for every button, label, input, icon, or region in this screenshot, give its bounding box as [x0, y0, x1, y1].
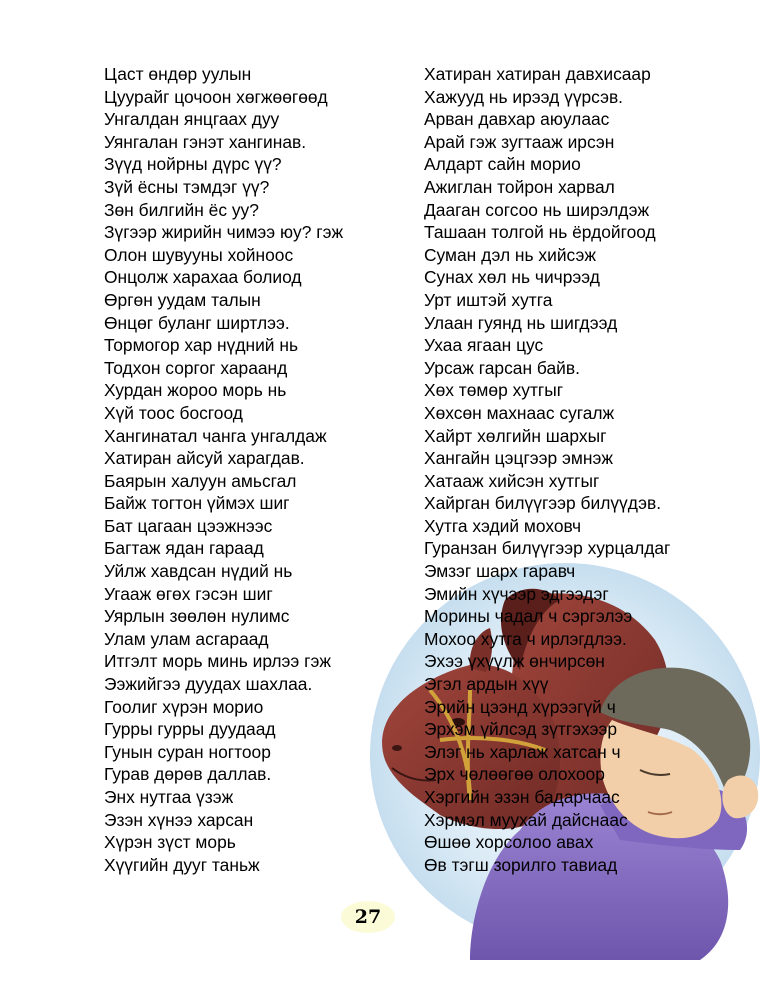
- poem-line: Эмзэг шарх гаравч: [424, 561, 576, 582]
- poem-line: Бат цагаан цээжнээс: [104, 515, 273, 536]
- poem-line: Ээжийгээ дуудах шахлаа.: [104, 674, 313, 695]
- poem-line: Цуурайг цочоон хөгжөөгөөд: [104, 86, 328, 107]
- poem-left-column: [104, 63, 343, 876]
- poem-line: Байж тогтон үймэх шиг: [104, 493, 290, 514]
- poem-line: Урт иштэй хутга: [424, 289, 553, 310]
- poem-line: Алдарт сайн морио: [424, 154, 581, 175]
- poem-line: Өв тэгш зорилго тавиад: [424, 854, 618, 875]
- poem-line: Гуранзан билүүгээр хурцалдаг: [424, 538, 671, 559]
- poem-line: Улаан гуянд нь шигдээд: [424, 312, 618, 333]
- poem-line: Цаст өндөр уулын: [104, 64, 252, 84]
- poem-line: Гурав дөрөв даллав.: [104, 764, 272, 785]
- poem-line: Хэргийн эзэн бадарчаас: [424, 787, 620, 807]
- poem-line: Хангинатал чанга унгалдаж: [104, 425, 327, 446]
- poem-line: Хэрмэл муухай дайснаас: [424, 809, 628, 830]
- poem-line: Хатиран хатиран давхисаар: [424, 64, 651, 84]
- poem-line: Хайрт хөлгийн шархыг: [424, 425, 607, 446]
- poem-line: Зүүд нойрны дүрс үү?: [104, 154, 282, 175]
- page-number: 27: [354, 906, 382, 928]
- poem-line: Эмийн хүчээр эдгээдэг: [424, 583, 609, 604]
- poem-line: Эрх чөлөөгөө олохоор: [424, 764, 605, 785]
- poem-line: Гурры гурры дуудаад: [104, 719, 276, 740]
- poem-line: Эгэл ардын хүү: [424, 674, 549, 695]
- poem-line: Улам улам асгараад: [104, 628, 269, 649]
- poem-line: Хөхсөн махнаас сугалж: [424, 402, 615, 423]
- poem-line: Өргөн уудам талын: [104, 289, 261, 310]
- poem-line: Хүй тоос босгоод: [104, 402, 243, 423]
- poem-line: Уянгалан гэнэт хангинав.: [104, 131, 307, 152]
- poem-line: Уярлын зөөлөн нулимс: [104, 606, 290, 627]
- poem-line: Элэг нь харлаж хатсан ч: [424, 741, 621, 762]
- poem-line: Өшөө хорсолоо авах: [424, 832, 594, 853]
- poem-line: Арай гэж зугтааж ирсэн: [424, 131, 615, 152]
- poem-line: Хөх төмөр хутгыг: [424, 380, 564, 401]
- poem-right-column: [424, 63, 670, 876]
- poem-line: Ташаан толгой нь ёрдойгоод: [424, 222, 656, 243]
- poem-line: Онцолж харахаа болиод: [104, 267, 302, 288]
- poem-line: Хурдан жороо морь нь: [104, 380, 287, 401]
- poem-line: Хатиран айсуй харагдав.: [104, 448, 305, 469]
- poem-line: Зүгээр жирийн чимээ юу? гэж: [104, 222, 344, 243]
- poem-line: Хүүгийн дууг таньж: [104, 854, 260, 875]
- poem-line: Итгэлт морь минь ирлээ гэж: [104, 651, 331, 672]
- poem-line: Ажиглан тойрон харвал: [424, 176, 615, 197]
- poem-line: Хутга хэдий моховч: [424, 515, 582, 536]
- poem-line: Хажууд нь ирээд үүрсэв.: [424, 86, 624, 107]
- poem-line: Эрхэм үйлсэд зүтгэхээр: [424, 719, 618, 740]
- poem-line: Сунах хөл нь чичрээд: [424, 267, 600, 288]
- poem-line: Хайрган билүүгээр билүүдэв.: [424, 493, 662, 514]
- poem-line: Ухаа ягаан цус: [424, 335, 544, 356]
- poem-line: Хангайн цэцгээр эмнэж: [424, 448, 613, 469]
- poem-line: Угааж өгөх гэсэн шиг: [104, 583, 273, 604]
- poem-line: Эхээ үхүүлж өнчирсөн: [424, 651, 605, 672]
- poem-line: Эрийн цээнд хүрээгүй ч: [424, 696, 616, 717]
- horse-nostril: [392, 745, 402, 751]
- poem-line: Багтаж ядан гараад: [104, 538, 264, 559]
- poem-line: Зүй ёсны тэмдэг үү?: [104, 176, 270, 197]
- poem-line: Тодхон соргог хараанд: [104, 357, 288, 378]
- poem-line: Суман дэл нь хийсэж: [424, 244, 596, 265]
- poem-line: Өнцөг буланг ширтлээ.: [104, 312, 290, 333]
- poem-line: Дааган согсоо нь ширэлдэж: [424, 199, 650, 220]
- poem-line: Арван давхар аюулаас: [424, 109, 610, 130]
- boy-hand: [722, 776, 758, 819]
- poem-line: Тормогор хар нүдний нь: [104, 335, 299, 356]
- poem-line: Эзэн хүнээ харсан: [104, 809, 254, 830]
- poem-line: Хүрэн зүст морь: [104, 832, 236, 853]
- poem-line: Хатааж хийсэн хутгыг: [424, 470, 600, 491]
- poem-line: Унгалдан янцгаах дуу: [104, 109, 280, 130]
- poem-line: Олон шувууны хойноос: [104, 244, 294, 265]
- poem-line: Гунын суран ногтоор: [104, 741, 271, 762]
- poem-line: Урсаж гарсан байв.: [424, 357, 580, 378]
- poem-line: Морины чадал ч сэргэлээ: [424, 606, 633, 627]
- poem-line: Мохоо хутга ч ирлэгдлээ.: [424, 628, 627, 649]
- poem-line: Зөн билгийн ёс уу?: [104, 199, 259, 220]
- poem-line: Уйлж хавдсан нүдий нь: [104, 561, 293, 582]
- poem-line: Баярын халуун амьсгал: [104, 470, 297, 491]
- poem-line: Энх нутгаа үзэж: [104, 787, 234, 807]
- poem-line: Гоолиг хүрэн морио: [104, 696, 264, 717]
